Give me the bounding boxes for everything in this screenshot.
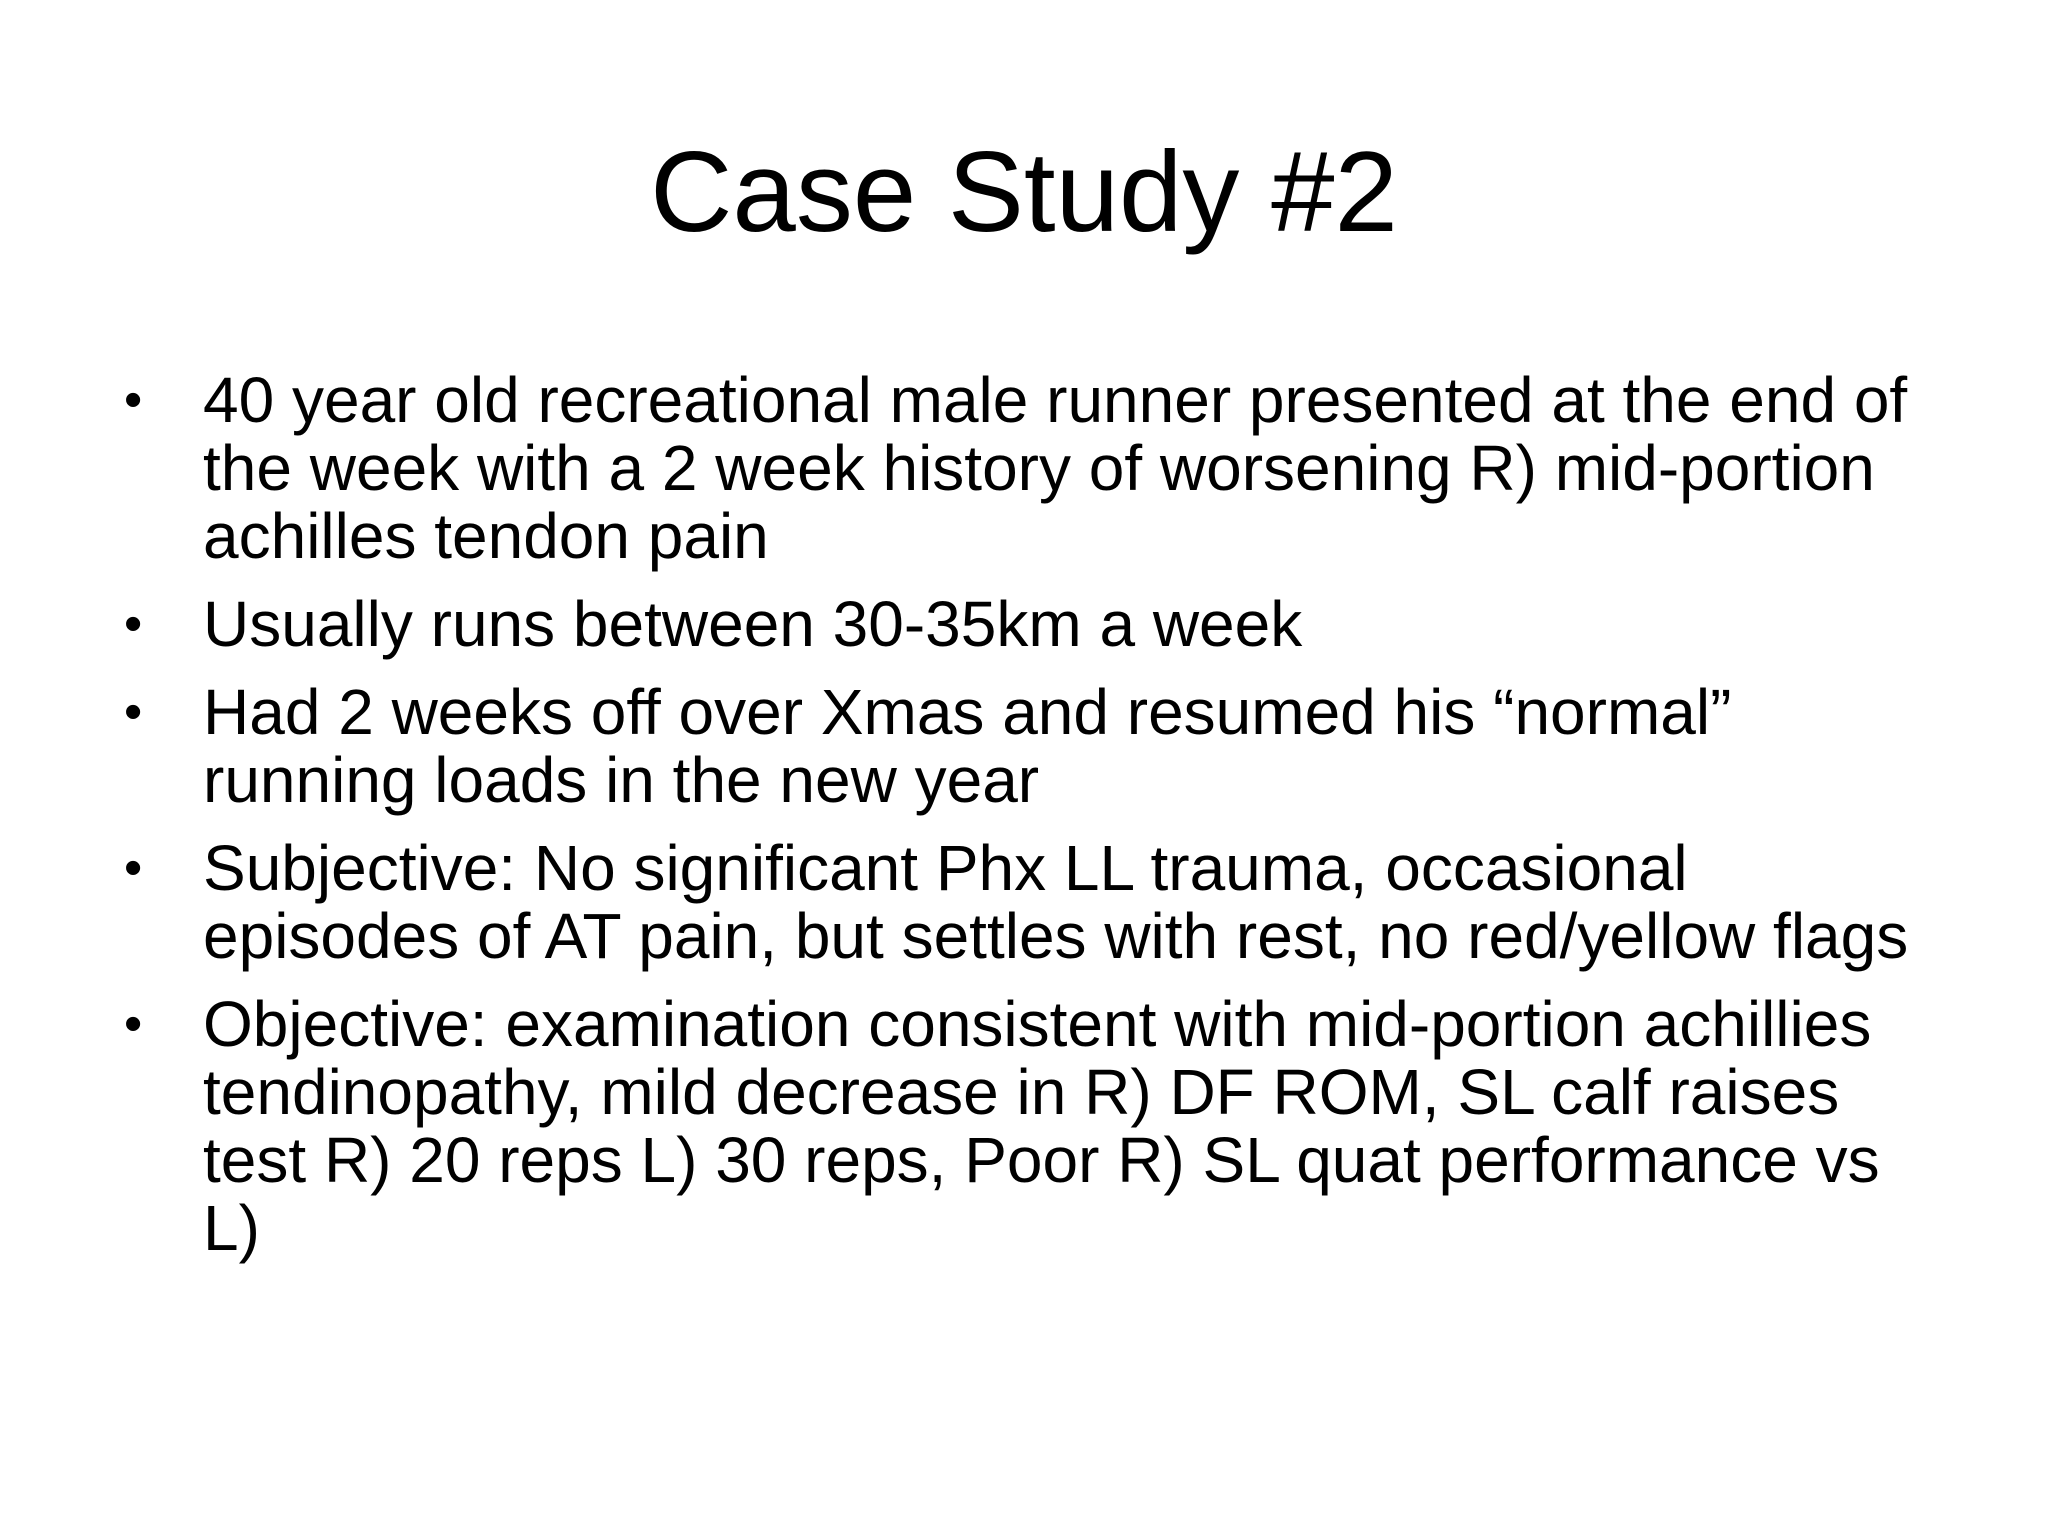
- slide-title: Case Study #2: [650, 129, 1398, 256]
- bullet-icon: •: [124, 839, 143, 897]
- bullet-text: Had 2 weeks off over Xmas and resumed his “normal” running loads in the new year: [203, 676, 1732, 816]
- bullet-icon: •: [124, 683, 143, 741]
- bullet-item-training-break: [124, 678, 1924, 814]
- bullet-item-history: [124, 366, 1924, 570]
- bullet-text: Objective: examination consistent with mid-portion achillies tendinopathy, mild decrease in R) DF ROM, SL calf raises test R) 20 reps L) 30 reps, Poor R) SL quat performance vs L): [203, 988, 1880, 1264]
- bullet-item-subjective: [124, 834, 1924, 970]
- bullet-item-objective: [124, 990, 1924, 1262]
- bullet-text: Subjective: No significant Phx LL trauma, occasional episodes of AT pain, but settles with rest, no red/yellow flags: [203, 832, 1909, 972]
- bullet-text: 40 year old recreational male runner presented at the end of the week with a 2 week history of worsening R) mid-portion achilles tendon pain: [203, 364, 1908, 572]
- bullet-list: [124, 366, 1924, 1282]
- bullet-icon: •: [124, 371, 143, 429]
- bullet-icon: •: [124, 995, 143, 1053]
- bullet-icon: •: [124, 595, 143, 653]
- bullet-item-running-volume: [124, 590, 1924, 658]
- bullet-text: Usually runs between 30-35km a week: [203, 588, 1303, 660]
